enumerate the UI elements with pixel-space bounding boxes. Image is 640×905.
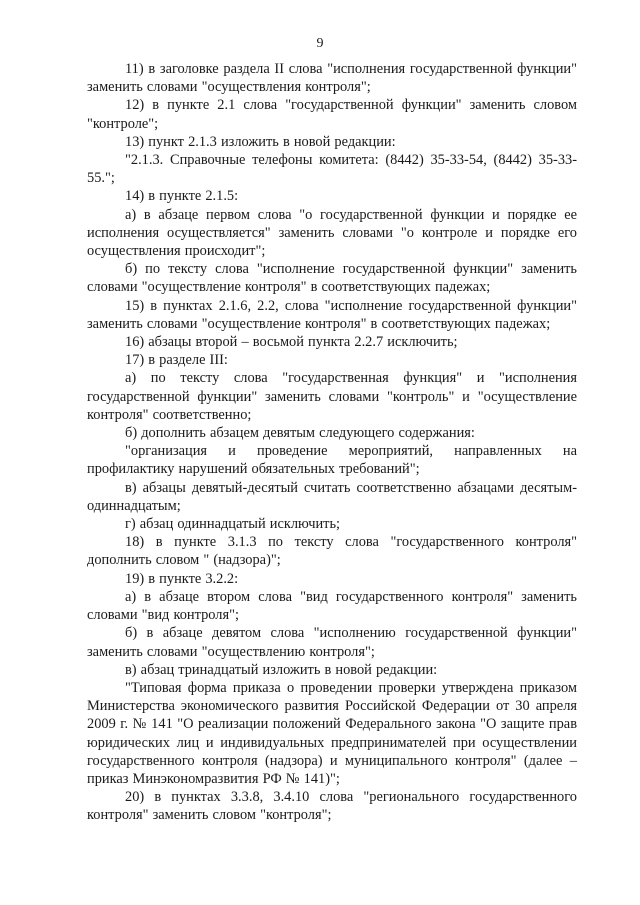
paragraph-20: 20) в пунктах 3.3.8, 3.4.10 слова "регионального государственного контроля" заменить словом "контроля";	[87, 789, 577, 824]
paragraph-17-a: а) по тексту слова "государственная функция" и "исполнения государственной функции" заменить словами "контроль" и "осуществление контроля" соответственно;	[87, 370, 577, 423]
paragraph-15: 15) в пунктах 2.1.6, 2.2, слова "исполнение государственной функции" заменить словами "осуществление контроля" в соответствующих падежах;	[87, 297, 577, 332]
paragraph-19-b: б) в абзаце девятом слова "исполнению государственной функции" заменить словами "осуществлению контроля";	[87, 625, 577, 660]
paragraph-19-v: в) абзац тринадцатый изложить в новой редакции:	[125, 661, 438, 678]
paragraph-19-v-quote: "Типовая форма приказа о проведении проверки утверждена приказом Министерства экономического развития Российской Федерации от 30 апреля 2009 г. № 141 "О реализации положений Федерального закона "О защите прав юридических лиц и индивидуальных предпринимателей при осуществлении государственного контроля (надзора) и муниципального контроля" (далее – приказ Минэкономразвития РФ № 141)";	[87, 679, 577, 787]
paragraph-17-b: б) дополнить абзацем девятым следующего содержания:	[125, 425, 475, 442]
paragraph-17: 17) в разделе III:	[125, 352, 228, 369]
document-body	[87, 60, 577, 825]
paragraph-17-g: г) абзац одиннадцатый исключить;	[125, 516, 341, 533]
paragraph-13: 13) пункт 2.1.3 изложить в новой редакции:	[125, 133, 396, 150]
paragraph-16: 16) абзацы второй – восьмой пункта 2.2.7 исключить;	[125, 334, 458, 351]
paragraph-18: 18) в пункте 3.1.3 по тексту слова "государственного контроля" дополнить словом " (надзора)";	[87, 534, 577, 569]
paragraph-19-a: а) в абзаце втором слова "вид государственного контроля" заменить словами "вид контроля";	[87, 588, 577, 624]
paragraph-11: 11) в заголовке раздела II слова "исполнения государственной функции" заменить словами "осуществления контроля";	[87, 61, 577, 96]
paragraph-14: 14) в пункте 2.1.5:	[125, 188, 239, 205]
paragraph-17-v: в) абзацы девятый-десятый считать соответственно абзацами десятым-одиннадцатым;	[87, 479, 577, 514]
paragraph-14-a: а) в абзаце первом слова "о государственной функции и порядке ее исполнения осуществляется" заменить словами "о контроле и порядке его осуществления происходит";	[87, 206, 577, 260]
paragraph-12: 12) в пункте 2.1 слова "государственной функции" заменить словом "контроле";	[87, 97, 577, 132]
paragraph-14-b: б) по тексту слова "исполнение государственной функции" заменить словами "осуществление контроля" в соответствующих падежах;	[87, 261, 577, 296]
page-number: 9	[316, 36, 324, 51]
paragraph-13-quote: "2.1.3. Справочные телефоны комитета: (8442) 35-33-54, (8442) 35-33-55.";	[87, 152, 577, 187]
paragraph-19: 19) в пункте 3.2.2:	[125, 570, 239, 587]
paragraph-17-b-quote: "организация и проведение мероприятий, направленных на профилактику нарушений обязательных требований";	[87, 443, 577, 478]
